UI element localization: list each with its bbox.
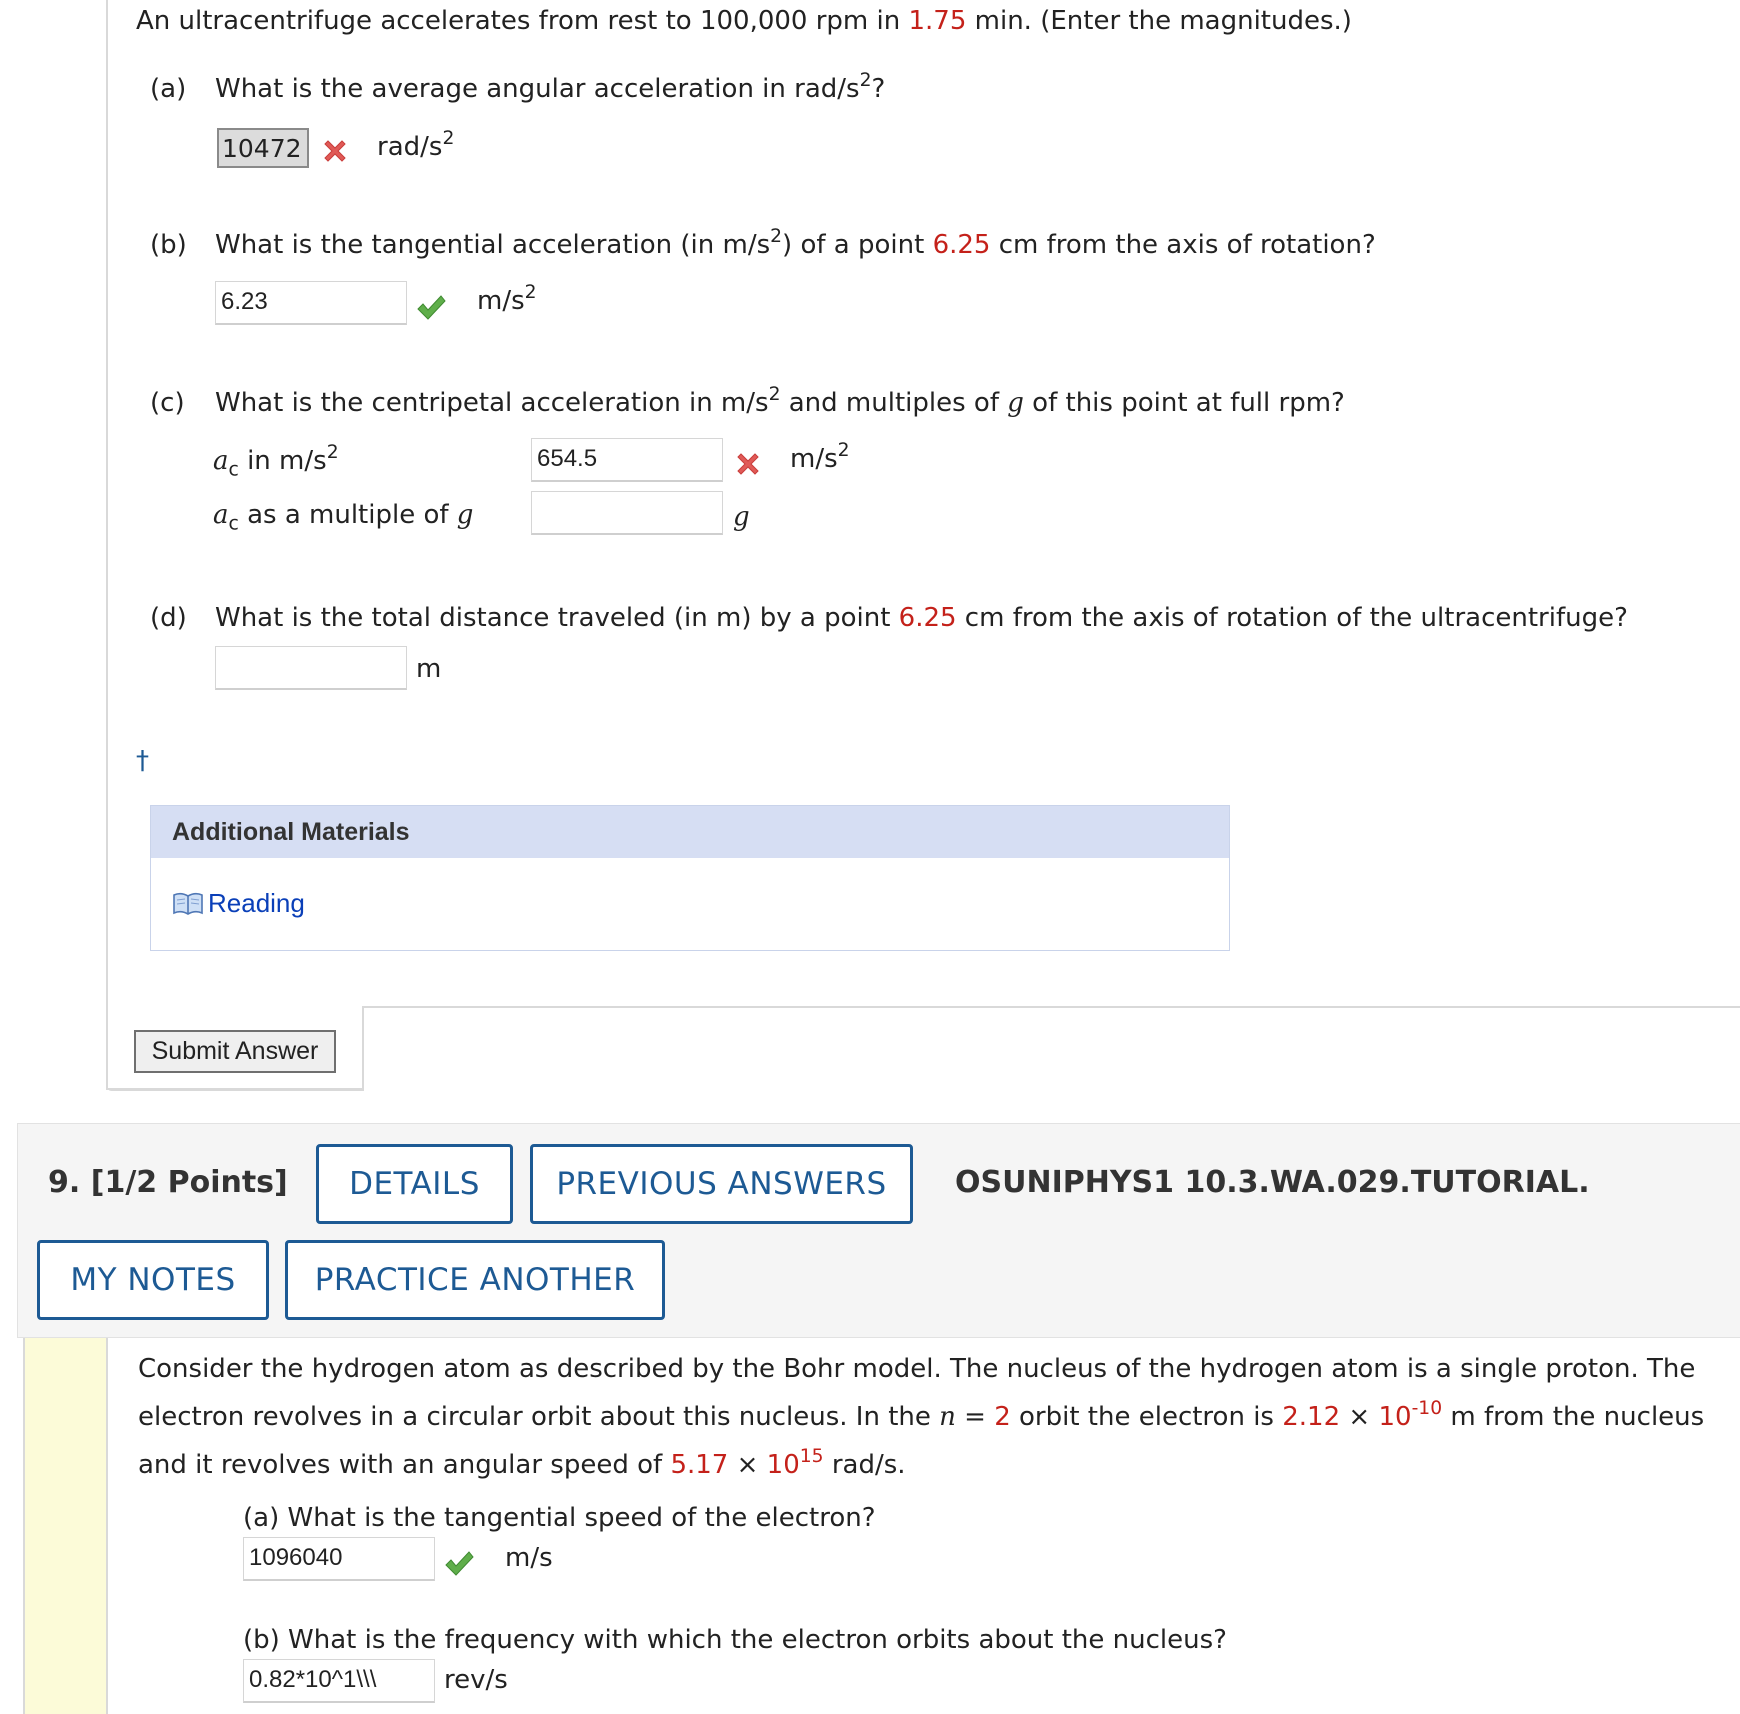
- q9-part-a-answer-input[interactable]: 1096040: [243, 1537, 435, 1581]
- part-b-answer-input[interactable]: 6.23: [215, 281, 407, 325]
- q9-part-b-unit: rev/s: [444, 1665, 508, 1695]
- q9-text-line-3: and it revolves with an angular speed of $5.17 \times 10^{15}$ rad/s.: [138, 1445, 906, 1480]
- q9-part-a-unit: m/s: [505, 1543, 553, 1573]
- part-b-unit: $m/s^2$: [477, 281, 537, 316]
- q9-part-b-answer-input[interactable]: 0.82*10^1\\\: [243, 1659, 435, 1703]
- problem-intro: An ultracentrifuge accelerates from rest to 100,000 rpm in 1.75 min. (Enter the magnitudes.): [136, 6, 1352, 36]
- part-c-row1-label: $a_c$ in $m/s^2$: [213, 441, 339, 481]
- book-icon: [172, 891, 204, 917]
- part-c-row2-label: $a_c$ as a multiple of g: [213, 500, 474, 535]
- part-c-ac-g-input[interactable]: [531, 491, 723, 535]
- q9-text-line-1: Consider the hydrogen atom as described by the Bohr model. The nucleus of the hydrogen atom is a single proton. The: [138, 1354, 1696, 1384]
- question-9-title: [48, 1165, 288, 1200]
- question-panel-border: [106, 0, 108, 1090]
- part-a-label: (a): [150, 74, 187, 104]
- part-b-label: (b): [150, 230, 187, 260]
- part-a-question: What is the average angular acceleration in rad/$s^2$?: [215, 69, 886, 104]
- q9-part-a-question: (a) What is the tangential speed of the electron?: [243, 1503, 876, 1533]
- correct-check-icon: [416, 293, 446, 323]
- dagger-mark: †: [136, 746, 149, 776]
- reading-link-label: Reading: [208, 888, 305, 918]
- submit-answer-button[interactable]: Submit Answer: [134, 1030, 336, 1073]
- part-c-question: What is the centripetal acceleration in $m/s^2$ and multiples of g of this point at full rpm?: [215, 383, 1345, 418]
- q9-part-b-question: (b) What is the frequency with which the electron orbits about the nucleus?: [243, 1625, 1227, 1655]
- part-c-label: (c): [150, 388, 185, 418]
- divider-line: [362, 1006, 1740, 1008]
- part-d-question: What is the total distance traveled (in m) by a point 6.25 cm from the axis of rotation of the ultracentrifuge?: [215, 603, 1628, 633]
- additional-materials-title: Additional Materials: [151, 806, 1229, 858]
- question-9-sidebar: [23, 1338, 108, 1714]
- previous-answers-button[interactable]: PREVIOUS ANSWERS: [530, 1144, 913, 1224]
- question-points: [1/2 Points]: [90, 1165, 288, 1200]
- incorrect-x-icon: [733, 450, 763, 480]
- my-notes-button[interactable]: MY NOTES: [37, 1240, 269, 1320]
- part-c-ac-input[interactable]: 654.5: [531, 438, 723, 482]
- correct-check-icon: [444, 1549, 474, 1579]
- part-a-answer-input[interactable]: 10472: [217, 128, 309, 168]
- details-button[interactable]: DETAILS: [316, 1144, 513, 1224]
- question-number: 9.: [48, 1165, 81, 1200]
- submit-area-bottom-border: [106, 1088, 364, 1090]
- part-a-unit: rad/$s^2$: [377, 127, 455, 162]
- incorrect-x-icon: [320, 137, 350, 167]
- time-value: 1.75: [908, 6, 967, 36]
- additional-materials-panel: [150, 805, 1230, 951]
- part-d-unit: m: [416, 654, 442, 684]
- q9-text-line-2: electron revolves in a circular orbit about this nucleus. In the n = 2 orbit the electron is $2.12 \times 10^{-10}$ m from the nucleus: [138, 1397, 1705, 1432]
- question-code: OSUNIPHYS1 10.3.WA.029.TUTORIAL.: [955, 1165, 1590, 1200]
- practice-another-button[interactable]: PRACTICE ANOTHER: [285, 1240, 665, 1320]
- part-d-label: (d): [150, 603, 187, 633]
- part-d-answer-input[interactable]: [215, 646, 407, 690]
- part-b-question: What is the tangential acceleration (in $m/s^2$) of a point 6.25 cm from the axis of rotation?: [215, 225, 1376, 260]
- part-c-row1-unit: $m/s^2$: [790, 439, 850, 474]
- reading-link[interactable]: [172, 888, 305, 919]
- part-c-row2-unit: g: [733, 502, 750, 532]
